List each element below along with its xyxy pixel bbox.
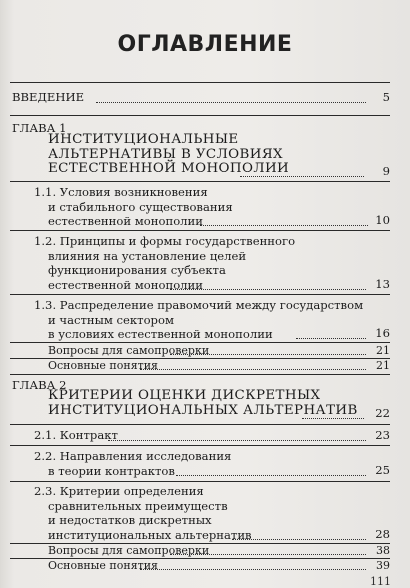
dot-leader xyxy=(296,338,366,339)
chapter-title-line: АЛЬТЕРНАТИВЫ В УСЛОВИЯХ xyxy=(48,146,283,162)
chapter-title-line: КРИТЕРИИ ОЦЕНКИ ДИСКРЕТНЫХ xyxy=(48,388,321,403)
divider-rule xyxy=(10,294,390,295)
section-line: в теории контрактов xyxy=(48,463,175,478)
toc-page-number: 21 xyxy=(376,344,390,357)
page-title: ОГЛАВЛЕНИЕ xyxy=(117,32,293,57)
divider-rule xyxy=(10,181,390,182)
toc-section[interactable] xyxy=(34,449,364,478)
section-line: и стабильного существования xyxy=(48,199,233,214)
divider-rule xyxy=(10,230,390,231)
toc-section[interactable] xyxy=(34,298,364,342)
toc-section[interactable] xyxy=(34,484,364,542)
toc-page-number: 38 xyxy=(376,544,390,557)
toc-page-number: 16 xyxy=(375,326,390,340)
section-line: 1.1. Условия возникновения xyxy=(34,185,208,199)
toc-subentry[interactable]: Вопросы для самопроверки xyxy=(48,544,210,557)
chapter-title[interactable] xyxy=(48,133,368,177)
section-line: и частным сектором xyxy=(48,312,174,327)
section-line: функционирования субъекта xyxy=(48,263,226,278)
section-line: 2.3. Критерии определения xyxy=(34,484,204,498)
section-line: институциональных альтернатив xyxy=(48,527,252,542)
toc-section[interactable] xyxy=(34,428,118,443)
toc-page-number: 23 xyxy=(375,428,390,442)
toc-entry-intro[interactable] xyxy=(12,90,84,105)
dot-leader xyxy=(302,418,364,419)
section-line: сравнительных преимуществ xyxy=(48,498,228,513)
toc-section[interactable] xyxy=(34,234,364,292)
dot-leader xyxy=(176,475,366,476)
toc-page-number: 39 xyxy=(376,559,390,572)
toc-page-number: 21 xyxy=(376,359,390,372)
dot-leader xyxy=(170,354,366,355)
chapter-label: ГЛАВА 1 xyxy=(12,121,67,135)
toc-subentry[interactable]: Основные понятия xyxy=(48,559,158,572)
toc-page-number: 22 xyxy=(375,406,390,420)
section-line: 2.2. Направления исследования xyxy=(34,449,232,463)
toc-page-number: 9 xyxy=(382,164,390,178)
chapter-title[interactable] xyxy=(48,389,368,418)
page-number-footer: 111 xyxy=(370,575,391,588)
dot-leader xyxy=(232,539,366,540)
chapter-label: ГЛАВА 2 xyxy=(12,378,67,392)
toc-page-number: 25 xyxy=(375,463,390,477)
toc-page-number: 13 xyxy=(375,277,390,291)
section-line: 1.3. Распределение правомочий между государством xyxy=(34,298,364,312)
toc-page-number: 28 xyxy=(375,527,390,541)
section-line: в условиях естественной монополии xyxy=(48,327,273,342)
divider-rule xyxy=(10,424,390,425)
section-line: 2.1. Контракт xyxy=(34,428,118,442)
divider-rule xyxy=(10,374,390,375)
toc-section[interactable] xyxy=(34,185,364,229)
toc-subentry[interactable]: Основные понятия xyxy=(48,359,158,372)
toc-page-number: 10 xyxy=(375,213,390,227)
section-line: влияния на установление целей xyxy=(48,248,247,263)
dot-leader xyxy=(108,440,366,441)
section-line: 1.2. Принципы и формы государственного xyxy=(34,234,296,248)
section-line: и недостатков дискретных xyxy=(48,513,212,528)
divider-rule xyxy=(10,481,390,482)
dot-leader xyxy=(240,176,364,177)
chapter-title-line: ЕСТЕСТВЕННОЙ МОНОПОЛИИ xyxy=(48,161,290,177)
section-line: естественной монополии xyxy=(48,214,204,229)
toc-entry-title: ВВЕДЕНИЕ xyxy=(12,90,85,104)
toc-subentry[interactable]: Вопросы для самопроверки xyxy=(48,344,210,357)
section-line: естественной монополии xyxy=(48,277,204,292)
dot-leader xyxy=(200,225,368,226)
dot-leader xyxy=(170,554,366,555)
divider-rule xyxy=(10,115,390,116)
divider-rule xyxy=(10,445,390,446)
top-rule xyxy=(10,82,390,83)
dot-leader xyxy=(140,569,366,570)
dot-leader xyxy=(140,369,366,370)
dot-leader xyxy=(170,289,366,290)
chapter-title-line: ИНСТИТУЦИОНАЛЬНЫХ АЛЬТЕРНАТИВ xyxy=(48,402,358,418)
chapter-title-line: ИНСТИТУЦИОНАЛЬНЫЕ xyxy=(48,132,239,147)
dot-leader xyxy=(96,102,366,103)
divider-rule xyxy=(10,342,390,343)
toc-page-number: 5 xyxy=(382,90,390,104)
